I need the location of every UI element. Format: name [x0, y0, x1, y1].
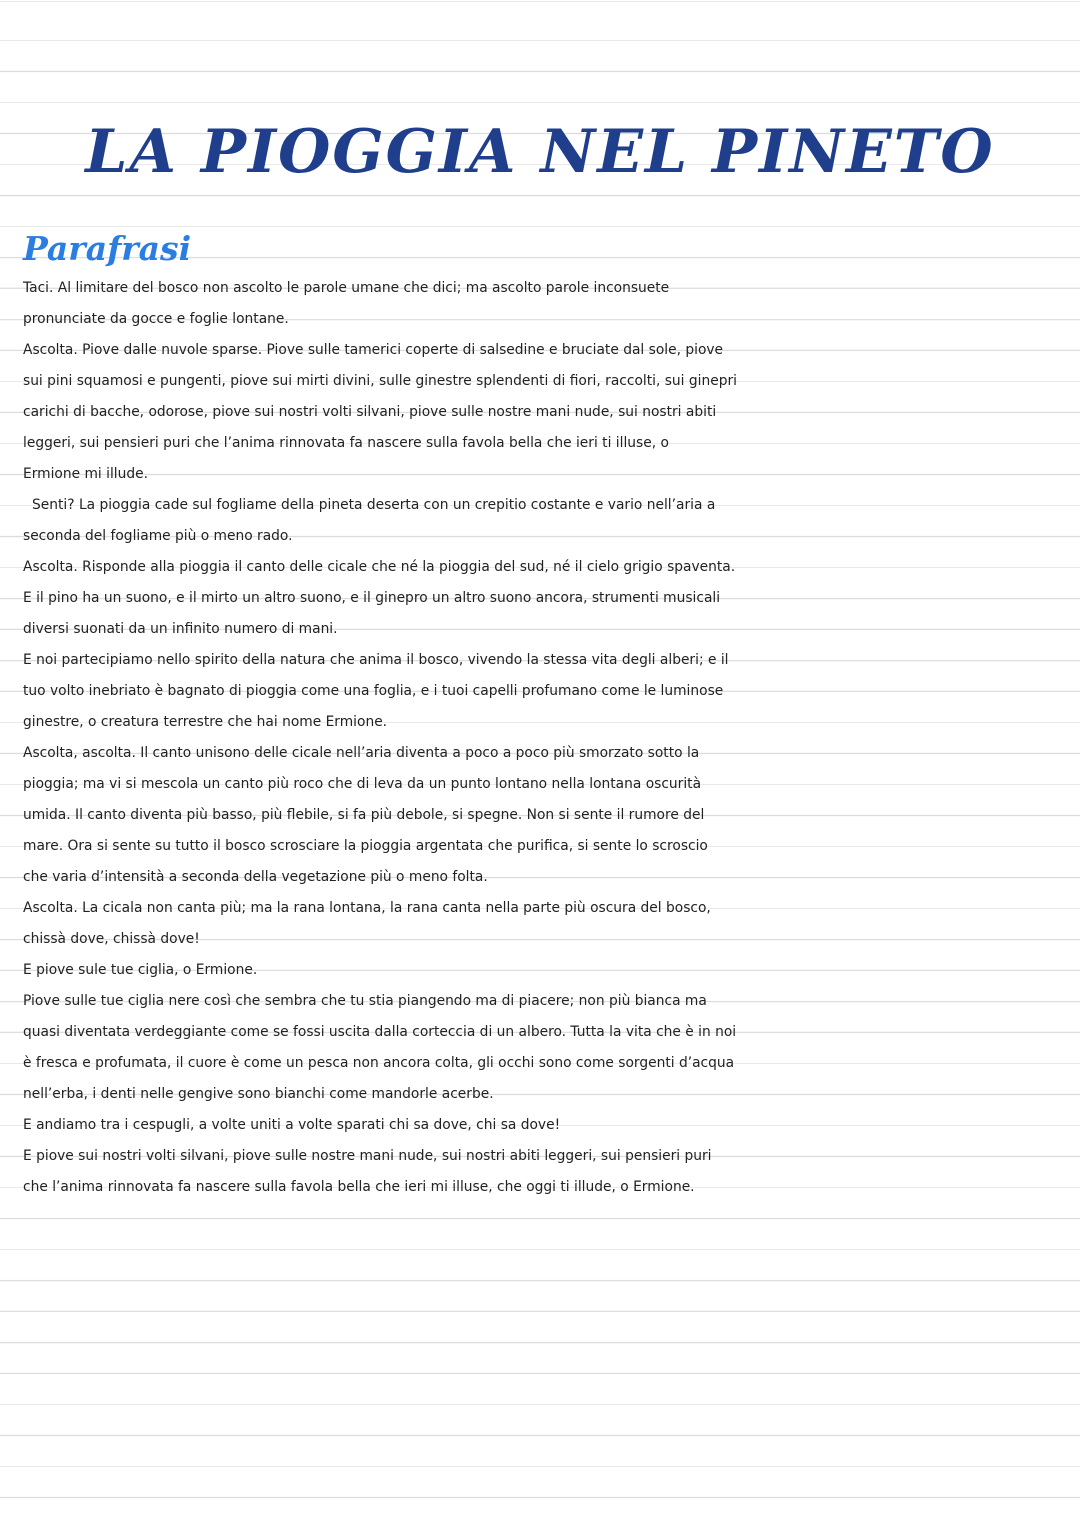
text-line: seconda del fogliame più o meno rado.	[23, 528, 293, 544]
text-line: mare. Ora si sente su tutto il bosco scrosciare la pioggia argentata che purifica, si sente lo scroscio	[23, 838, 708, 854]
text-line: Taci. Al limitare del bosco non ascolto le parole umane che dici; ma ascolto parole inconsuete	[23, 280, 670, 296]
text-line: Ascolta, ascolta. Il canto unisono delle cicale nell’aria diventa a poco a poco più smorzato sotto la	[23, 745, 700, 761]
text-line: leggeri, sui pensieri puri che l’anima rinnovata fa nascere sulla favola bella che ieri ti illuse, o	[23, 435, 669, 451]
text-line: E piove sui nostri volti silvani, piove sulle nostre mani nude, sui nostri abiti leggeri, sui pensieri puri	[23, 1148, 712, 1164]
text-line: che l’anima rinnovata fa nascere sulla favola bella che ieri mi illuse, che oggi ti illude, o Ermione.	[23, 1179, 695, 1195]
text-line: Ascolta. Piove dalle nuvole sparse. Piove sulle tamerici coperte di salsedine e bruciate dal sole, piove	[23, 342, 724, 358]
paraphrase-text	[23, 273, 1043, 1203]
section-heading: Parafrasi	[23, 229, 192, 269]
text-line: pioggia; ma vi si mescola un canto più roco che di leva da un punto lontano nella lontana oscurità	[23, 776, 702, 792]
text-line: pronunciate da gocce e foglie lontane.	[23, 311, 289, 327]
text-line: Senti? La pioggia cade sul fogliame della pineta deserta con un crepitio costante e vario nell’aria a	[32, 497, 716, 513]
text-line: chissà dove, chissà dove!	[23, 931, 200, 947]
text-line: E noi partecipiamo nello spirito della natura che anima il bosco, vivendo la stessa vita degli alberi; e il	[23, 652, 729, 668]
text-line: tuo volto inebriato è bagnato di pioggia come una foglia, e i tuoi capelli profumano come le luminose	[23, 683, 724, 699]
text-line: E piove sule tue ciglia, o Ermione.	[23, 962, 258, 978]
text-line: diversi suonati da un infinito numero di mani.	[23, 621, 338, 637]
text-line: sui pini squamosi e pungenti, piove sui mirti divini, sulle ginestre splendenti di fiori, raccolti, sui ginepri	[23, 373, 737, 389]
text-line: E il pino ha un suono, e il mirto un altro suono, e il ginepro un altro suono ancora, strumenti musicali	[23, 590, 721, 606]
page-title: LA PIOGGIA NEL PINETO	[85, 117, 995, 188]
text-line: quasi diventata verdeggiante come se fossi uscita dalla corteccia di un albero. Tutta la vita che è in noi	[23, 1024, 737, 1040]
text-line: che varia d’intensità a seconda della vegetazione più o meno folta.	[23, 869, 488, 885]
text-line: ginestre, o creatura terrestre che hai nome Ermione.	[23, 714, 388, 730]
text-line: Ascolta. Risponde alla pioggia il canto delle cicale che né la pioggia del sud, né il cielo grigio spaventa.	[23, 559, 736, 575]
text-line: E andiamo tra i cespugli, a volte uniti a volte sparati chi sa dove, chi sa dove!	[23, 1117, 561, 1133]
text-line: è fresca e profumata, il cuore è come un pesca non ancora colta, gli occhi sono come sorgenti d’acqua	[23, 1055, 735, 1071]
text-line: umida. Il canto diventa più basso, più flebile, si fa più debole, si spegne. Non si sente il rumore del	[23, 807, 705, 823]
text-line: Ascolta. La cicala non canta più; ma la rana lontana, la rana canta nella parte più oscura del bosco,	[23, 900, 711, 916]
text-line: Ermione mi illude.	[23, 466, 149, 482]
text-line: nell’erba, i denti nelle gengive sono bianchi come mandorle acerbe.	[23, 1086, 494, 1102]
text-line: Piove sulle tue ciglia nere così che sembra che tu stia piangendo ma di piacere; non più bianca ma	[23, 993, 707, 1009]
text-line: carichi di bacche, odorose, piove sui nostri volti silvani, piove sulle nostre mani nude, sui nostri abiti	[23, 404, 717, 420]
